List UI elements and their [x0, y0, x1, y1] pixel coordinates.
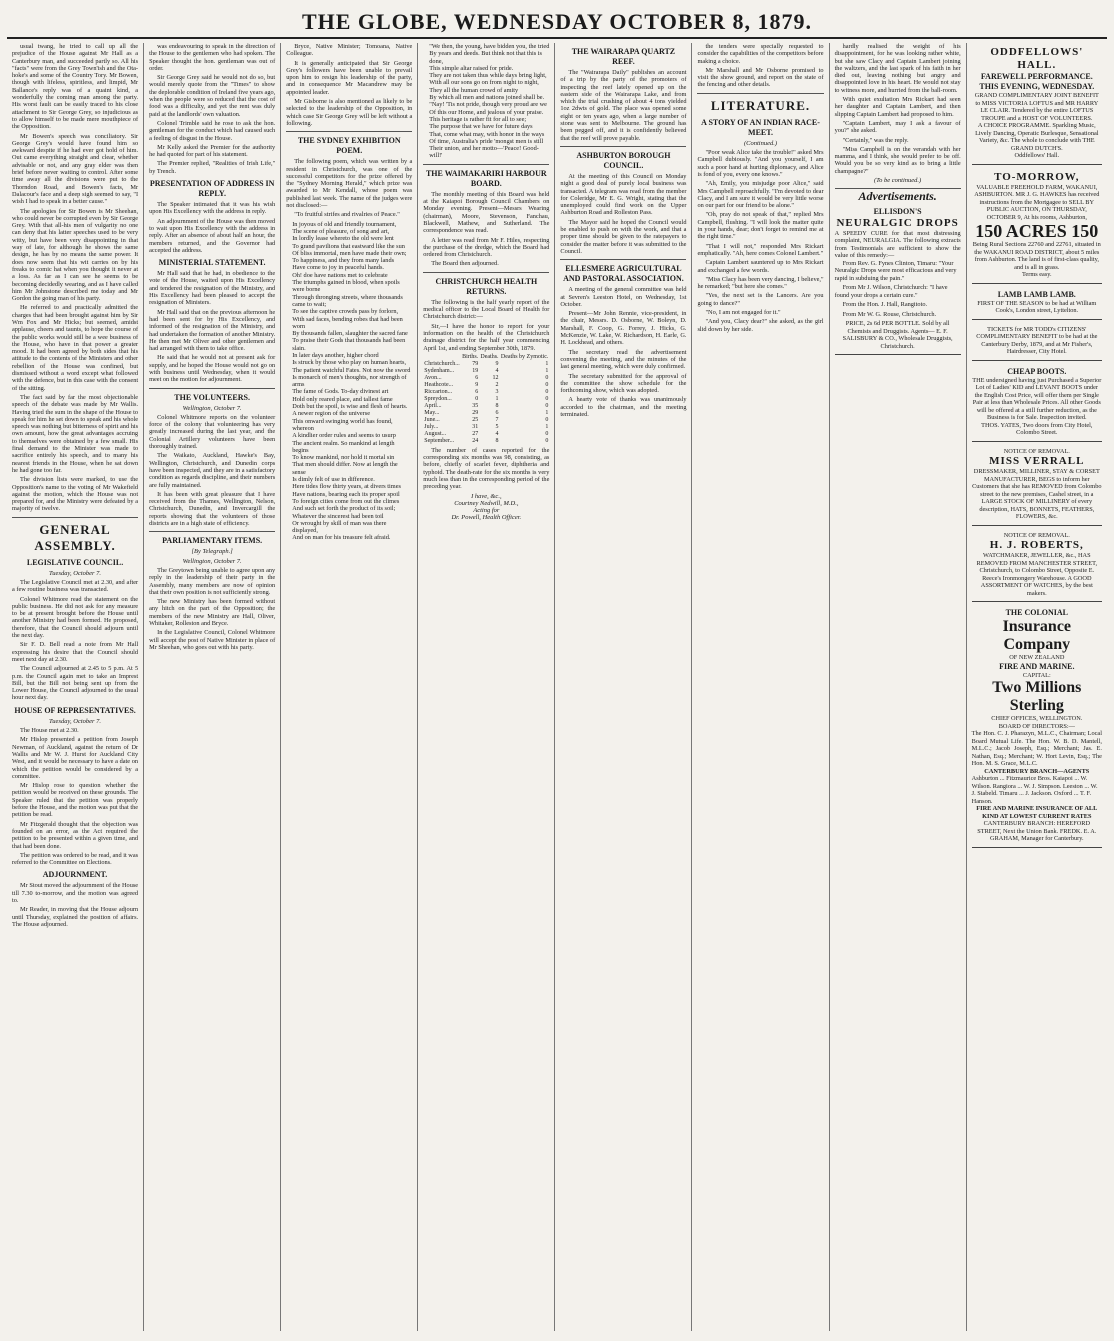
council-date: Tuesday, October 7.	[49, 569, 102, 577]
paragraph: The following poem, which was written by a resident in Christchurch, was one of the successful competitors for the prize offered by the "Sydney Morning Herald," which prize was awarded to Mr Kendall, whose poem was published last week. The name of the judges were not disclosed:—	[286, 158, 413, 210]
ad-name: H. J. ROBERTS,	[989, 539, 1084, 551]
table-cell: 6	[475, 374, 479, 381]
general-assembly-heading: GENERAL ASSEMBLY.	[34, 521, 116, 553]
ad-body: WATCHMAKER, JEWELLER, &c., HAS REMOVED FROM MANCHESTER STREET, Christchurch, to Colombo Street, Opposite E. Reece's Ironmongery Warehouse. A GOOD ASSORTMENT OF WATCHES, by the best makers.	[976, 552, 1098, 597]
address-heading: PRESENTATION OF ADDRESS IN REPLY.	[149, 179, 275, 199]
table-row	[423, 410, 549, 417]
table-cell: 9	[495, 360, 499, 367]
ins-fire-rates: FIRE AND MARINE INSURANCE OF ALL KIND AT LOWEST CURRENT RATES	[976, 805, 1098, 820]
poem-line: The patient watchful Fates. Not now the sword	[292, 366, 411, 374]
table-row	[423, 438, 549, 445]
poem-line: To grand pavilions that eastward like the sun	[292, 242, 405, 250]
poem-line: The scene of pleasure, of song and art,	[292, 227, 390, 235]
paragraph: "That I will not," responded Mrs Rickart emphatically. "Ah, here comes Colonel Lambert."	[697, 242, 824, 257]
poem-line: "We then, the young, have bidden you, the tried	[429, 43, 550, 50]
column-rule	[149, 388, 275, 389]
poem-line: Here tides flow thirty years, at divers times	[292, 483, 401, 491]
ad-name: MISS VERRALL	[989, 455, 1085, 467]
table-cell: 29	[472, 409, 479, 416]
lamb-ad	[972, 287, 1102, 320]
table-cell: 27	[472, 430, 479, 437]
table-cell: 0	[545, 437, 549, 444]
poem-line: The triumphs gained in blood, when spoils were borne	[292, 279, 400, 294]
table-header	[423, 354, 461, 361]
paragraph: Mr Hall said that he had, in obedience to the vote of the House, waited upon His Excellency and tendered the resignation of the Ministry, and His Excellency had been pleased to accept the resignation of Ministers.	[149, 270, 276, 307]
paragraph: Mr Hislop presented a petition from Joseph Newman, of Auckland, against the return of Dr Wallis and Mr W. J. Hurst for Auckland City West, and it would be necessary to have a date on which the petition would be considered by a committee.	[12, 736, 139, 780]
paragraph: He said that he would not at present ask for supply, and he hoped the House would not go on with business until Wednesday, when it would meet on the motion for adjournment.	[149, 354, 276, 384]
table-cell: 0	[545, 430, 549, 437]
paragraph: "Ah, Emily, you misjudge poor Alice," said Mrs Campbell reproachfully. "I'm devoted to dear Clacy, and I am sure it would be very little worse on our part for our friend to be alone."	[697, 180, 824, 210]
ad-notice: NOTICE OF REMOVAL.	[1003, 447, 1070, 455]
ad-body: DRESSMAKER, MILLINER, STAY & CORSET MANUFACTURER, BEGS to inform her Customers that she has REMOVED from Colombo street to the new premises, Cashel street, in a LARGE STOCK OF MILLINERY of every description, HATS, BONNETS, FEATHERS, FLOWERS, &c.	[972, 468, 1102, 520]
paragraph: With quiet exultation Mrs Rickart had seen her daughter and Captain Lambert, and then slipping Captain Lambert had proposed to him.	[834, 96, 961, 118]
column-rule	[423, 164, 549, 165]
table-cell: 6	[475, 388, 479, 395]
paragraph: "Oh, pray do not speak of that," replied Mrs Campbell, flushing. "I will look the matter quite in your hands, dear; don't forget to remind me at the right time."	[697, 211, 824, 241]
table-cell: 1	[545, 423, 549, 430]
paragraph: "No, I am not engaged for it."	[705, 309, 781, 317]
volunteers-date: Wellington, October 7.	[182, 404, 242, 412]
table-cell: 2	[495, 381, 499, 388]
ministerial-heading: MINISTERIAL STATEMENT.	[158, 258, 266, 268]
ad-body: GRAND COMPLIMENTARY JOINT BENEFIT to MISS VICTORIA LOFTUS and MR HARRY LE CLAIR. Tendered by the entire LOFTUS TROUPE and a HOST OF VOLUNTEERS.	[974, 92, 1099, 122]
paragraph: Mr Hislop rose to question whether the petition would be received on these grounds. The Speaker ruled that the petition was properly before the House, and the motion was put that the petition be read.	[12, 782, 139, 819]
table-cell: 25	[472, 416, 479, 423]
ins-two-millions: Two Millions Sterling	[992, 679, 1082, 714]
table-cell: 79	[472, 360, 479, 367]
paragraph: The Board then adjourned.	[431, 260, 499, 268]
table-cell: 4	[495, 367, 499, 374]
health-table	[423, 354, 549, 445]
exhibition-poem	[286, 221, 412, 542]
testimonial: From Rev. G. Fynes Clinton, Timaru: "Your Neuralgic Drops were most efficacious and very rapid in subduing the pain."	[834, 259, 957, 282]
poem-line: A kindlier order rules and seems to usurp	[292, 432, 396, 440]
volunteers-heading: THE VOLUNTEERS.	[174, 392, 250, 402]
column-4	[418, 43, 555, 1331]
paragraph: "To fruitful strifes and rivalries of Peace."	[294, 211, 400, 219]
ad-body: A SPEEDY CURE for that most distressing complaint, NEURALGIA. The following extracts from Testimonials are sufficient to show the value of this remedy:—	[834, 229, 961, 260]
paragraph: Sir,—I have the honor to report for your information on the health of the Christchurch drainage district for the half year commencing April 1st, and ending September 30th, 1879.	[423, 322, 550, 352]
ad-signature: THOS. YATES, Two doors from City Hotel, Colombo Street.	[981, 421, 1093, 436]
table-cell: May...	[424, 409, 440, 416]
poem-line: Or wrought by skill of man was there displayed,	[292, 519, 387, 535]
paragraph: The House met at 2.30.	[20, 727, 79, 735]
table-header: Deaths.	[480, 353, 499, 360]
table-cell: 31	[472, 423, 479, 430]
newspaper-page	[7, 5, 1107, 1331]
ad-title: CHEAP BOOTS.	[1007, 366, 1067, 376]
parliamentary-heading: PARLIAMENTARY ITEMS.	[162, 536, 263, 546]
table-header: Births.	[462, 353, 479, 360]
poem-line: To see the captive crowds pass by forlorn,	[292, 308, 399, 316]
poem-continued	[423, 43, 549, 160]
testimonial: From Mr J. Wilson, Christchurch: "I have found your drops a certain cure."	[834, 284, 948, 299]
paragraph: Mr Marshall and Mr Osborne promised to visit the show ground, and report on the state of the fencing and other details.	[697, 66, 824, 89]
ad-body: VALUABLE FREEHOLD FARM, WAKANUI, ASHBURTON. MR J. G. HAWKES has received instructions from the Mortgagee to SELL BY PUBLIC AUCTION, ON THURSDAY, OCTOBER 9, At his rooms, Ashburton,	[974, 183, 1100, 221]
table-cell: Christchurch...	[424, 360, 460, 367]
story-title: A STORY OF AN INDIAN RACE-MEET.	[701, 117, 820, 137]
ad-footer: Oddfellows' Hall.	[1014, 152, 1060, 159]
paragraph: The division lists were marked, to use the Opposition's name to the voting of Mr Wakefield against the motion, which the House was not prepared for, and the Ministry were defeated by a majority of twelve.	[12, 476, 139, 513]
table-cell: 0	[545, 416, 549, 423]
quartz-heading: THE WAIRARAPA QUARTZ REEF.	[571, 47, 676, 66]
table-cell: 35	[472, 402, 479, 409]
paragraph: The Waikato, Auckland, Hawke's Bay, Wellington, Christchurch, and Dunedin corps have been inspected, and they are in a satisfactory condition as regards discipline, and their numbers are fully maintained.	[149, 452, 276, 489]
telegraph-label: [By Telegraph.]	[191, 548, 233, 556]
table-cell: 1	[545, 367, 549, 374]
ins-agents-list: Ashburton ... Fitzmaurice Bros. Kaiapoi ... W. Wilson. Rangiora ... W. J. Simpson. Leeston ... W. J. Stabeld. Timaru ... J. Jackson. Oxford ... T. F. Hanson.	[971, 775, 1098, 805]
paragraph: The secretary submitted for the approval of the committee the show schedule for the forthcoming show, which was adopted.	[560, 372, 687, 395]
paragraph: "And you, Clacy dear?" she asked, as the girl slid down by her side.	[697, 318, 824, 333]
advertisements-heading: Advertisements.	[858, 189, 937, 204]
poem-line: With all our sons go on from night to night,	[429, 79, 539, 87]
poem-line: Is monarch of men's thoughts, nor strength of arms	[292, 373, 407, 389]
ins-fire-marine: FIRE AND MARINE.	[999, 661, 1075, 671]
paragraph: Mr Bowen's speech was conciliatory. Sir George Grey's would have found him so awkward despite if he had ever got hold of him. Out came everything straight and clear, whether advisable or not, and any gray elder was then brief before never waiting to control. After some time away all the divisions were put to the Thorndon Road, and Bowen's facts, Mr Dalacour's face and a deep sigh seemed to say, "I wish I had to speak in a better cause."	[12, 132, 139, 206]
poem-line: They all the human crowd of amity	[429, 86, 519, 94]
ad-brand: ELLISDON'S	[873, 206, 922, 216]
health-heading: CHRISTCHURCH HEALTH RETURNS.	[435, 276, 538, 296]
paragraph: At the meeting of this Council on Monday night a good deal of purely local business was transacted. A telegram was read from the member for Coleridge, Mr E. G. Wright, stating that the unemployed could find work on the Upper Ashburton Road and Rolleston Pass.	[560, 172, 687, 217]
paragraph: The "Wairarapa Daily" publishes an account of a trip by the party of the promoters of inspecting the reef lately opened up on the eastern side of the Wairarapa Lake, and from which the trial crushing of about 4 tons yielded 1oz 2dwts of gold. The place was opened some eight or ten years ago, when a large number of stone was sent to Melbourne. The ground has been pegged off, and it is confidently believed that the reef will prove payable.	[560, 69, 687, 142]
poem-line: Their union, and her motto—'Peace! Good-will!'	[429, 145, 539, 160]
paragraph: usual twang, he tried to call up all the prejudice of the House against Mr Hall as a Canterbury man, and succeeded partly so. All his "facts" were from the Grey Town'ish and the Ota-hoke's and some of the Country Tory. Mr Bowen, though with lifeless, spiritless, and limpid, Mr Ballance's reply was of a quaint kind, a wonderfully the coming man among the party. His worst fault can be easily traced to his close attachment to Sir George Grey, so injudicious as to allow himself to be made mere mouthpiece of the Opposition.	[12, 43, 139, 131]
adjournment-heading: ADJOURNMENT.	[42, 870, 108, 880]
ashburton-heading: ASHBURTON BOROUGH COUNCIL.	[576, 150, 671, 170]
paragraph: It is generally anticipated that Sir George Grey's followers have been unable to prevail upon him to resign his leadership of the party, and in consequence Mr Macandrew may be appointed leader.	[286, 59, 413, 96]
ins-board: BOARD OF DIRECTORS:—	[998, 722, 1075, 730]
column-rule	[697, 93, 823, 94]
paragraph: Sir F. D. Bell read a note from Mr Hall expressing his desire that the Council should meet next day at 2.30.	[12, 641, 139, 663]
table-cell: September...	[424, 437, 455, 444]
ad-acres: 150 ACRES 150	[975, 221, 1099, 241]
ins-capital: CAPITAL:	[1022, 671, 1051, 679]
table-cell: Riccarton...	[424, 388, 453, 395]
poem-line: "Nay! 'Tis not pride, though very proud are we	[429, 101, 547, 109]
ad-title: TO-MORROW,	[994, 170, 1080, 183]
paragraph: Mr Fitzgerald thought that the objection was founded on an error, as the Act required the petition to be presented within a given time, and that had been done.	[12, 820, 139, 850]
ad-body: FIRST OF THE SEASON to be had at William Cook's, London street, Lyttelton.	[977, 299, 1097, 314]
table-cell: Spreydon...	[424, 395, 452, 402]
parliamentary-date: Wellington, October 7.	[182, 557, 242, 565]
testimonial: From the Hon. J. Hall, Rangitoto.	[842, 301, 928, 309]
paragraph: Mr Hall said that on the previous afternoon he had been sent for by His Excellency, and informed of the resignation of the Ministry, and had undertaken the formation of another Ministry. He then met Mr Oliver and other gentlemen and had arranged with them to take office.	[149, 308, 276, 353]
ad-program: A CHOICE PROGRAMME. Sparkling Music, Lively Dancing, Operatic Burlesque, Sensational Variety, &c. The whole to conclude with THE GRAND DUTCH'S.	[975, 122, 1099, 152]
column-rule	[560, 146, 686, 147]
table-cell: 6	[495, 409, 499, 416]
table-cell: 0	[545, 395, 549, 402]
table-cell: 8	[495, 437, 499, 444]
to-be-continued: (To be continued.)	[873, 177, 922, 185]
poem-line: A newer region of the universe	[292, 410, 370, 418]
ins-directors: The Hon. C. J. Pharazyn, M.L.C., Chairman; Local Board Mutual Life. The Hon. W. B. D. Mantell, M.L.C.; Jacob Joseph, Esq.; Merchant; Jas. E. Nathan, Esq.; Merchant; W. Hort Levin, Esq.; The Hon. M. S. Grace, M.L.C.	[971, 730, 1102, 767]
ad-details: Being Rural Sections 22760 and 22761, situated in the WAKANUI ROAD DISTRICT, about 5 miles from Ashburton. The land is of first-class quality, and is all in grass.	[972, 241, 1101, 271]
paragraph: Colonel Whitmore reports on the volunteer force of the colony that volunteering has very greatly increased during the last year, and the Colonial Artillery volunteers have been thoroughly trained.	[149, 413, 276, 451]
poem-line: Is struck by those who play on human hearts,	[292, 359, 407, 367]
table-cell: 7	[495, 416, 499, 423]
column-8-ads	[967, 43, 1107, 1331]
ad-notice: NOTICE OF REMOVAL.	[1003, 531, 1070, 539]
paragraph: The secretary read the advertisement convening the meeting, and the minutes of the last general meeting, which were duly confirmed.	[560, 348, 687, 371]
table-cell: 0	[545, 388, 549, 395]
paragraph: A letter was read from Mr F. Hiles, respecting the purchase of the dredge, which the Board had ordered from Christchurch.	[423, 236, 550, 259]
paragraph: The Premier replied, "Realities of Irish Life," by Trench.	[149, 160, 276, 175]
column-6	[692, 43, 829, 1331]
ad-body: THE undersigned having just Purchased a Superior Lot of Ladies' KID and LEVANT BOOTS under the English Cost Price, will offer them per Single Pair at less than Wholesale Prices. All other Goods will be offered at a still further reduction, as the Business is for Sale. Inspection invited.	[972, 376, 1102, 421]
ad-terms: Terms easy.	[1022, 271, 1052, 278]
poem-line: To know mankind, nor hold it mortal sin	[292, 454, 395, 462]
paragraph: Mr Kelly asked the Premier for the authority he had quoted for part of his statement.	[149, 143, 276, 159]
paragraph: He referred to and practically admitted the charges that had been brought against him by Sir Wm Fox and Mr Hicks; but seemed, amidst applause, cheers and taunts, to hope the course of the public works would still be a wee business of the House, who have in that power a greater mood. It had been agreed by both sides that his attitude to the contents of the Ministers and other rebellion of the House was confined, but dismissed without a word except what followed with the defence, but in this case with the consent of the sitting.	[12, 304, 139, 392]
table-header: Deaths by Zymotic.	[500, 353, 549, 360]
ins-canterbury: CANTERBURY BRANCH: HEREFORD STREET, Next the Union Bank. FREDK. E. A. GRAHAM, Manager for Canterbury.	[977, 820, 1097, 842]
table-cell: 9	[475, 381, 479, 388]
poem-line: Have come to joy in peaceful hands.	[292, 264, 384, 272]
ad-title: ODDFELLOWS' HALL.	[990, 46, 1084, 71]
paragraph: the tenders were specially requested to consider the capabilities of the competitors before making a choice.	[697, 43, 824, 65]
poem-line: Of this our Home, and jealous of your praise.	[429, 108, 544, 116]
house-date: Tuesday, October 7.	[49, 717, 102, 725]
paragraph: "Certainly," was the reply.	[842, 136, 909, 144]
table-row	[423, 403, 549, 410]
paragraph: Mr Gisborne is also mentioned as likely to be selected to the leadership of the Opposition, in which case Sir George Grey will be left without a following.	[286, 98, 413, 127]
table-row	[423, 417, 549, 424]
paragraph: Colonel Trimble said he rose to ask the hon. gentleman for the conduct which had caused such a feeling of disgust in the House.	[149, 119, 276, 142]
ad-product: NEURALGIC DROPS	[836, 216, 959, 229]
poem-line: With sad faces, bending robes that had been worn	[292, 315, 403, 330]
column-rule	[12, 517, 138, 518]
column-7	[830, 43, 967, 1331]
paragraph: The Greytown being unable to agree upon any reply in the leadership of their party in the Assembly, many members are now of opinion that their own position is not sufficiently strong.	[149, 566, 276, 596]
paragraph: hardly realised the weight of his disappointment, for he was looking rather white, but she saw Clacy and Captain Lambert joining the waltzers, and the last spark of his faith in her died out, leaving nothing but angry and disappointed love in his heart. He would not stay to witness more, and hurried from the ball-room.	[834, 43, 961, 94]
colonial-insurance-ad	[972, 605, 1102, 848]
poem-line: They are not taken thus while days bring light,	[429, 72, 547, 80]
paragraph: "Miss Clacy has been very dancing, I believe," he remarked; "but here she comes."	[697, 275, 824, 291]
poem-line: The purpose that we have for future days	[429, 123, 533, 131]
table-cell: June...	[424, 416, 440, 423]
literature-heading: LITERATURE.	[710, 97, 811, 113]
table-cell: Avon...	[424, 374, 442, 381]
poem-line: Is dimly felt of use in difference.	[292, 476, 375, 484]
roberts-removal-ad	[972, 529, 1102, 603]
paragraph: The new Ministry has been formed without any hitch on the part of the Opposition; the members of the new Ministry are Hall, Oliver, Whitaker, Rolleston and Bryce.	[149, 598, 276, 627]
table-row	[423, 368, 549, 375]
ins-nz: OF NEW ZEALAND	[1009, 654, 1065, 661]
table-cell: 12	[492, 374, 499, 381]
column-5	[555, 43, 692, 1331]
table-cell: Sydenham...	[424, 367, 455, 374]
paragraph: The monthly meeting of this Board was held at the Kaiapoi Borough Council Chambers on Monday evening. Present—Messrs Wearing (chairman), Moore, Stevenson, Fanchau, Blackwell, Mathew, and Sutherland. The correspondence was read.	[423, 190, 550, 235]
table-cell: 5	[495, 423, 499, 430]
farm-sale-ad	[972, 168, 1102, 284]
paragraph: Mr Reader, in moving that the House adjourn until Thursday, explained the position of affairs. The House adjourned.	[12, 906, 139, 928]
poem-line: By thousands fallen, slaughter the sacred fane	[292, 330, 408, 338]
table-cell: 1	[545, 360, 549, 367]
paragraph: "Poor weak Alice take the trouble!" asked Mrs Campbell dubiously. "And you yourself, I am such a poor hand at hurting diplomacy, and Alice is fond of you, every one knows."	[697, 149, 824, 178]
poem-line: This onward swinging world has found, whereon	[292, 417, 393, 432]
table-row	[423, 389, 549, 396]
columns	[7, 43, 1107, 1331]
poem-line: And such set forth the product of its soil;	[292, 505, 396, 513]
cheap-boots-ad	[972, 364, 1102, 442]
poem-line: This heritage is rather fit for all to see;	[429, 115, 527, 123]
paragraph: A hearty vote of thanks was unanimously accorded to the chairman, and the meeting terminated.	[560, 396, 687, 418]
poem-line: By years and deeds. But think not that this is done,	[429, 50, 542, 65]
council-heading: LEGISLATIVE COUNCIL.	[26, 557, 124, 567]
paragraph: An adjournment of the House was then moved to wait upon His Excellency with the address in reply. After an absence of about half an hour, the members returned, and the Governor had accepted the address.	[149, 217, 276, 254]
column-rule	[286, 131, 412, 132]
column-rule	[423, 272, 549, 273]
poem-line: Through thronging streets, where thousands came to wait;	[292, 293, 403, 308]
ad-subtitle: FAREWELL PERFORMANCE. THIS EVENING, WEDNESDAY.	[979, 72, 1095, 91]
ins-agents: CANTERBURY BRANCH—AGENTS	[984, 767, 1090, 775]
table-cell: 19	[472, 367, 479, 374]
table-cell: Heathcote...	[424, 381, 454, 388]
verrall-removal-ad	[972, 445, 1102, 526]
table-row	[423, 375, 549, 382]
column-rule	[149, 531, 275, 532]
table-cell: 0	[545, 402, 549, 409]
poem-line: That men should differ. Now at length the sense	[292, 461, 398, 476]
poem-line: In later days another, higher chord	[292, 351, 379, 359]
table-cell: 0	[475, 395, 479, 402]
testimonial: From Mr W. G. Rouse, Christchurch.	[842, 310, 937, 318]
poem-line: Whatever the sincerest had been toil	[292, 512, 384, 520]
paragraph: "Miss Campbell is on the verandah with her mamma, and I think, she would prefer to be off. Would you be so very kind as to bring a little champagne?"	[834, 145, 961, 175]
poem-heading: THE SYDNEY EXHIBITION POEM.	[297, 136, 401, 156]
masthead: THE GLOBE, WEDNESDAY OCTOBER 8, 1879.	[7, 5, 1107, 39]
table-cell: 0	[545, 374, 549, 381]
poem-line: And on man for his treasure felt afraid.	[292, 534, 391, 542]
paragraph: The petition was ordered to be read, and it was referred to the Committee on Elections.	[12, 851, 139, 867]
table-cell: 8	[495, 402, 499, 409]
table-cell: July...	[424, 423, 439, 430]
paragraph: Bryce, Native Minister; Tomoana, Native Colleague.	[286, 43, 413, 58]
paragraph: "Captain Lambert, may I ask a favour of you?" she asked.	[834, 119, 961, 135]
paragraph: The following is the half yearly report of the medical officer to the Local Board of Health for Christchurch district:—	[423, 298, 550, 321]
table-cell: 4	[495, 430, 499, 437]
table-cell: 0	[545, 381, 549, 388]
tickets-ad	[972, 323, 1102, 361]
poem-line: Have nations, bearing each its proper spoil	[292, 490, 400, 498]
column-rule	[560, 259, 686, 260]
table-cell: April...	[424, 402, 442, 409]
table-row	[423, 382, 549, 389]
column-3	[281, 43, 418, 1331]
ad-title: LAMB LAMB LAMB.	[997, 289, 1076, 299]
poem-line: To happiness, and they from many lands	[292, 257, 395, 265]
paragraph: was endeavouring to speak in the direction of the House to the gentlemen who had spoken. The Speaker thought the hon. gentleman was out of order.	[149, 43, 276, 72]
poem-line: Of time, Australia's pride 'mongst men is still	[429, 137, 544, 145]
oddfellows-ad	[972, 43, 1102, 165]
table-cell: 24	[472, 437, 479, 444]
house-heading: HOUSE OF REPRESENTATIVES.	[14, 705, 136, 715]
table-cell: 1	[495, 395, 499, 402]
ellesmere-heading: ELLESMERE AGRICULTURAL AND PASTORAL ASSOCIATION.	[563, 264, 684, 284]
table-row	[423, 424, 549, 431]
poem-line: Hold only reared place, and tallest fame	[292, 395, 393, 403]
table-row	[423, 361, 549, 368]
column-2	[144, 43, 281, 1331]
neuralgic-drops-ad	[835, 204, 961, 356]
paragraph: In the Legislative Council, Colonel Whitmore will accept the post of Native Minister in place of Mr Sheehan, who goes out with his party.	[149, 629, 276, 651]
paragraph: Sir George Grey said he would not do so, but would merely quote from the "Times" to show the deplorable condition of Ireland five years ago, when the people were so reduced that the cost of food was a difficulty, and yet the rent was duly paid at the landlords' own valuation.	[149, 74, 276, 118]
paragraph: Mr Stout moved the adjournment of the House till 7.30 to-morrow, and the motion was agreed to.	[12, 882, 139, 904]
poem-line: The ancient realm. So mankind at length begins	[292, 439, 395, 454]
paragraph: The Mayor said he hoped the Council would be enabled to push on with the work, and that a proper time should be given to the ratepayers to consider the matter before it was submitted to the Council.	[560, 218, 687, 255]
column-1	[7, 43, 144, 1331]
harbour-heading: THE WAIMAKARIRI HARBOUR BOARD.	[425, 168, 547, 188]
paragraph: Captain Lambert sauntered up to Mrs Rickart and exchanged a few words.	[697, 259, 824, 274]
table-cell: 3	[495, 388, 499, 395]
poem-line: Of bliss immortal, men have made their own;	[292, 249, 407, 257]
paragraph: The Legislative Council met at 2.30, and after a few routine business was transacted.	[12, 579, 139, 594]
poem-line: Oh! doe have nations met to celebrate	[292, 271, 388, 279]
paragraph: A meeting of the general committee was held at Sevren's Leeston Hotel, on Wednesday, 1st October.	[560, 286, 687, 308]
paragraph: The fact said by far the most objectionable speech of the debate was made by Mr Wallis. Having tried the sum in the shape of the House to speak for him he set down to speak and his whole speech was nothing but bitterness of spirit and his own amount, how the great advantages accruing to themselves were obtained by a few small. His final demand to the Minister was made to sacrifice entirely his speech, and to many his nearest friends in the House, when he sat down he had gone too far.	[12, 393, 139, 474]
table-cell: 1	[545, 409, 549, 416]
poem-line: That, come what may, with honor in the ways	[429, 130, 545, 138]
poem-line: This simple altar raised for pride.	[429, 64, 514, 72]
ins-company: Insurance Company	[1002, 618, 1072, 653]
paragraph: Colonel Whitmore read the statement on the public business. He did not ask for any measure to be at present brought before the House until another Ministry had been formed. He proposed, therefore, that the Council should adjourn until the next day.	[12, 595, 139, 640]
paragraph: Present—Mr John Rennie, vice-president, in the chair, Messrs. D. Osborne, W. Boleyn, D. Marshall, F. Coop, G. Forrey, J. Hicks, G. McKenzie, W. Lake, W. Richardson, H. Earle, G. H. Lockhead, and others.	[560, 310, 687, 347]
health-signature: I have, &c., Courtney Nedwill, M.D., Acting for Dr. Powell, Health Officer.	[451, 492, 522, 522]
poem-line: To praise their Gods that thousands had been slain.	[292, 337, 406, 352]
poem-line: Doth but the spoil, is wise and flesh of hearts.	[292, 403, 408, 411]
poem-line: To foreign cities come from out the climes	[292, 497, 400, 505]
poem-line: In joyous of old and friendly tournament,	[292, 220, 397, 228]
paragraph: It has been with great pleasure that I have received from the Thames, Wellington, Nelson, Christchurch, Dunedin, and Invercargill the reports showing that the volunteers of those districts are in a high state of efficiency.	[149, 490, 276, 528]
table-row	[423, 396, 549, 403]
paragraph: The apologies for Sir Bowen is Mr Sheehan, who could never be corrupted even by Sir George Grey. With that all-his men of vulgarity no one can deny that his latter speeches used to be very witty, but have been very disappointing in that way of late, for although he shows the same design, he has by no means the same power. It does now seem that his wit carries on by his freaks to comic hat when you thought it never at a loss. As far as I can see he seems to be becoming decidedly wearing, and as I have called him Mr Johnstone described me today and Mr Gordon the going man of his party.	[12, 207, 139, 303]
ins-the: THE COLONIAL	[1005, 608, 1069, 617]
poem-line: By which all men and nations joined shall be.	[429, 94, 545, 102]
poem-line: The fame of Gods. To-day divinest art	[292, 388, 389, 396]
poem-line: In lordly lease whereto the old were lent	[292, 235, 394, 243]
ins-offices: CHIEF OFFICES, WELLINGTON.	[991, 715, 1083, 722]
paragraph: The Council adjourned at 2.45 to 5 p.m. At 5 p.m. the Council again met to take an Imprest Bill, but the Bill not being sent up from the Lower House, the Council adjourned to the usual hour next day.	[12, 665, 139, 702]
table-cell: August...	[424, 430, 447, 437]
ad-price: PRICE, 2s 6d PER BOTTLE. Sold by all Chemists and Druggists. Agents— E. F. SALISBURY & CO., Wholesale Druggists, Christchurch.	[842, 320, 953, 350]
paragraph: The Speaker intimated that it was his wish upon His Excellency with the address in reply.	[149, 201, 276, 216]
continued-label: (Continued.)	[743, 139, 778, 147]
table-row	[423, 431, 549, 438]
paragraph: The number of cases reported for the corresponding six months was 98, consisting, as before, chiefly of scarlet fever, diphtheria and typhoid. The death-rate for the six months is very much less than in the corresponding period of the preceding year.	[423, 446, 550, 491]
paragraph: "Yes, the next set is the Lancers. Are you going to dance?"	[697, 292, 824, 307]
ad-body: TICKETS for MR TODD's CITIZENS' COMPLIMENTARY BENEFIT to be had at the Canterbury Derby, 1879, and at Mr Fisher's, Hairdresser, City Hotel.	[976, 325, 1098, 355]
